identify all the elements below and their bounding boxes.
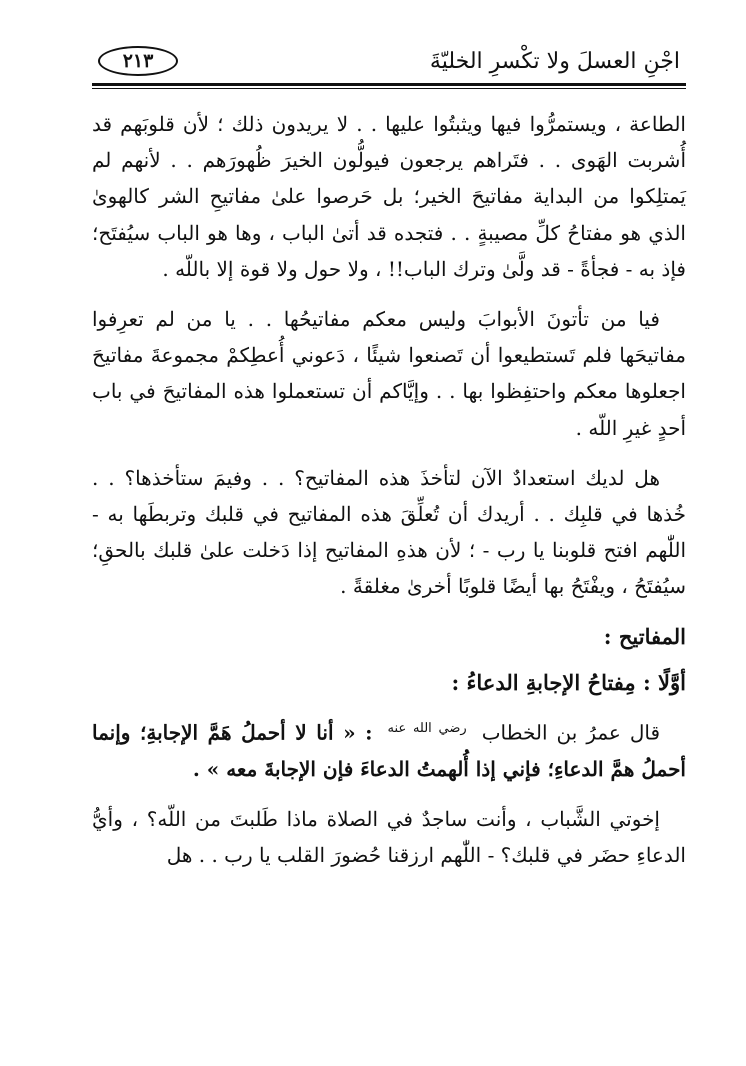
quote-paragraph bbox=[92, 711, 686, 787]
quote-text: : « أنا لا أحملُ هَمَّ الإجابةِ؛ وإنما أحملُ همَّ الدعاءِ؛ فإني إذا أُلهمتُ الدعاءَ فإن الإجابةَ معه » . bbox=[92, 720, 686, 781]
page-number: ٢١٣ bbox=[122, 50, 154, 72]
paragraph-3: هل لديك استعدادٌ الآن لتأخذَ هذه المفاتيح؟ . . وفيمَ ستأخذها؟ . . خُذها في قلبِك . . أريدك أن تُعلِّقَ هذه المفاتيح في قلبك وتربطَها به - اللّٰهم افتح قلوبنا يا رب - ؛ لأن هذهِ المفاتيح إذا دَخلت علىٰ قلبك بالحقِ؛ سيُفتَحُ ، ويفْتَحُ بها أيضًا قلوبًا أخرىٰ مغلقةً . bbox=[92, 465, 686, 599]
page-number-badge bbox=[98, 46, 178, 76]
section-heading: المفاتيح : bbox=[603, 623, 686, 649]
header-rule-thin bbox=[92, 88, 686, 89]
header-rule-thick bbox=[92, 83, 686, 86]
subheading: أوَّلًا : مِفتاحُ الإجابةِ الدعاءُ : bbox=[451, 669, 686, 695]
closing-paragraph: إخوتي الشَّباب ، وأنت ساجدٌ في الصلاة ماذا طَلبتَ من اللّه؟ ، وأيُّ الدعاءِ حضَر في قلبك؟ - اللّٰهم ارزقنا حُضورَ القلب يا رب . . هل bbox=[92, 807, 686, 868]
quote-speaker: قال عمرُ بن الخطاب bbox=[481, 720, 661, 745]
body-text bbox=[92, 106, 686, 888]
paragraph-2: فيا من تأتونَ الأبوابَ وليس معكم مفاتيحُها . . يا من لم تعرِفوا مفاتيحَها فلم تَستطيعوا أن تَصنعوا شيئًا ، دَعوني أُعطِكمْ مجموعةَ مفاتيحَ اجعلوها معكم واحتفِظوا بها . . وإيَّاكم أن تستعملوا هذه المفاتيحَ في باب أحدٍ غيرِ اللّه . bbox=[92, 307, 686, 440]
paragraph-1: الطاعة ، ويستمرُّوا فيها ويثبتُوا عليها . . لا يريدون ذلك ؛ لأن قلوبَهم قد أُشربت الهَوى . . فتَراهم يرجعون فيولُّون الخيرَ ظُهورَهم . . لأنهم لم يَمتلِكوا من البداية مفاتيحَ الخير؛ بل حَرصوا علىٰ مفاتيحِ الشر كالهوىٰ الذي هو مفتاحُ كلِّ مصيبةٍ . . فتجده قد أتىٰ الباب ، وها هو الباب سيُفتَح؛ فإذ به - فجأةً - قد ولَّىٰ وترك الباب!! ، ولا حول ولا قوة إلا باللّه . bbox=[92, 112, 686, 281]
page-header bbox=[92, 40, 686, 80]
honorific-mark: رضي الله عنه bbox=[387, 721, 467, 737]
running-title: اجْنِ العسلَ ولا تكْسرِ الخليّةَ bbox=[429, 49, 680, 74]
